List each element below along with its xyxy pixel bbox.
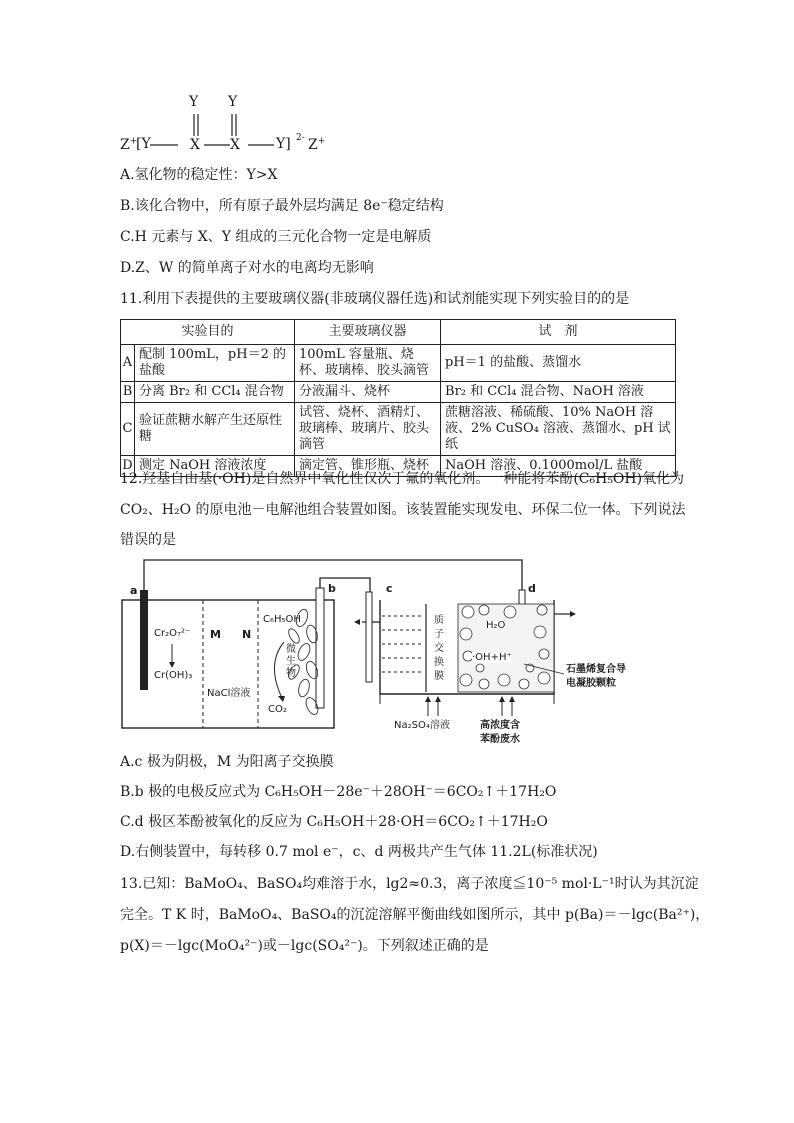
- row-glassware: 分液漏斗、烧杯: [295, 382, 441, 403]
- row-purpose: 测定 NaOH 溶液浓度: [135, 456, 295, 477]
- q12-option-b: B.b 极的电极反应式为 C₆H₅OH－28e⁻＋28OH⁻＝6CO₂↑＋17H₂O: [120, 784, 557, 800]
- proton-membrane-label: 质子交换膜: [434, 615, 444, 682]
- q12-stem-line-2: CO₂、H₂O 的原电池－电解池组合装置如图。该装置能实现发电、环保二位一体。下列说法: [120, 502, 686, 518]
- co2-label: CO₂: [268, 704, 287, 715]
- experiment-table: [120, 319, 676, 477]
- graphene-label-1: 石墨烯复合导: [566, 664, 626, 675]
- membrane-m-label: M: [210, 628, 221, 641]
- hydroxyl-radical-label: ·OH+H⁺: [472, 652, 512, 663]
- bracket-y-left: [Y: [136, 136, 151, 152]
- q10-option-d: D.Z、W 的简单离子对水的电离均无影响: [120, 260, 374, 276]
- row-option: D: [121, 456, 135, 477]
- z-right: Z+: [308, 136, 326, 153]
- row-reagent: pH＝1 的盐酸、蒸馏水: [441, 345, 676, 382]
- q13-line-1: 13.已知：BaMoO₄、BaSO₄均难溶于水，lg2≈0.3，离子浓度≦10⁻⁵ mol·L⁻¹时认为其沉淀: [120, 876, 699, 892]
- table-row: [121, 382, 676, 403]
- table-row: [121, 403, 676, 456]
- sodium-sulfate-label: Na₂SO₄溶液: [394, 720, 450, 731]
- q12-stem-line-1: 12.羟基自由基(·OH)是自然界中氧化性仅次于氟的氧化剂。一种能将苯酚(C₆H₅OH)氧化为: [120, 471, 685, 487]
- wastewater-label-2: 苯酚废水: [480, 734, 520, 745]
- z-left: Z+: [120, 136, 138, 153]
- row-purpose: 验证蔗糖水解产生还原性糖: [135, 403, 295, 456]
- chromium-hydroxide-label: Cr(OH)₃: [154, 670, 193, 681]
- top-y-2: Y: [228, 94, 238, 110]
- row-glassware: 100mL 容量瓶、烧杯、玻璃棒、胶头滴管: [295, 345, 441, 382]
- row-purpose: 分离 Br₂ 和 CCl₄ 混合物: [135, 382, 295, 403]
- electrode-d-label: d: [528, 582, 536, 595]
- q11-stem: 11.利用下表提供的主要玻璃仪器(非玻璃仪器任选)和试剂能实现下列实验目的的是: [120, 291, 630, 307]
- phenol-label: C₆H₅OH: [263, 614, 301, 625]
- header-purpose: 实验目的: [121, 320, 295, 345]
- top-y-1: Y: [189, 94, 199, 110]
- electrode-a-label: a: [130, 584, 138, 597]
- q13-line-3: p(X)＝－lgc(MoO₄²⁻)或－lgc(SO₄²⁻)。下列叙述正确的是: [120, 938, 489, 954]
- wastewater-label-1: 高浓度含: [480, 720, 520, 731]
- row-reagent: NaOH 溶液、0.1000mol/L 盐酸: [441, 456, 676, 477]
- q10-option-a: A.氢化物的稳定性：Y>X: [120, 167, 278, 183]
- atom-x-2: X: [230, 137, 240, 153]
- q12-option-c: C.d 极区苯酚被氧化的反应为 C₆H₅OH＋28·OH＝6CO₂↑＋17H₂O: [120, 814, 548, 830]
- row-reagent: Br₂ 和 CCl₄ 混合物、NaOH 溶液: [441, 382, 676, 403]
- q12-option-d: D.右侧装置中，每转移 0.7 mol e⁻，c、d 两极共产生气体 11.2L(标准状况): [120, 844, 598, 860]
- header-glassware: 主要玻璃仪器: [295, 320, 441, 345]
- row-glassware: 试管、烧杯、酒精灯、玻璃棒、玻璃片、胶头滴管: [295, 403, 441, 456]
- q12-option-a: A.c 极为阴极，M 为阳离子交换膜: [120, 754, 334, 770]
- microbe-label: 微生物: [286, 644, 296, 679]
- nacl-solution-label: NaCl溶液: [207, 688, 251, 699]
- header-reagent: 试 剂: [441, 320, 676, 345]
- table-header-row: [121, 320, 676, 345]
- apparatus-diagram: [118, 556, 678, 746]
- q10-option-c: C.H 元素与 X、Y 组成的三元化合物一定是电解质: [120, 229, 432, 245]
- row-reagent: 蔗糖溶液、稀硫酸、10% NaOH 溶液、2% CuSO₄ 溶液、蒸馏水、pH 试纸: [441, 403, 676, 456]
- row-option: B: [121, 382, 135, 403]
- water-label: H₂O: [486, 620, 506, 631]
- row-purpose: 配制 100mL，pH＝2 的盐酸: [135, 345, 295, 382]
- electrode-c-label: c: [386, 582, 393, 595]
- table-row: [121, 345, 676, 382]
- bracket-y-right: Y]: [276, 136, 291, 152]
- q10-option-b: B.该化合物中，所有原子最外层均满足 8e⁻稳定结构: [120, 198, 444, 214]
- row-option: A: [121, 345, 135, 382]
- atom-x-1: X: [190, 137, 200, 153]
- q13-line-2: 完全。T K 时，BaMoO₄、BaSO₄的沉淀溶解平衡曲线如图所示，其中 p(Ba)＝－lgc(Ba²⁺)，: [120, 907, 710, 923]
- row-glassware: 滴定管、锥形瓶、烧杯: [295, 456, 441, 477]
- dichromate-label: Cr₂O₇²⁻: [154, 628, 191, 639]
- structure-formula: Y Y Z+ [Y X X Y] 2- Z+: [118, 94, 328, 154]
- row-option: C: [121, 403, 135, 456]
- q12-stem-line-3: 错误的是: [120, 532, 176, 548]
- electrode-b-label: b: [328, 582, 336, 595]
- graphene-label-2: 电凝胶颗粒: [566, 678, 616, 689]
- membrane-n-label: N: [242, 628, 252, 641]
